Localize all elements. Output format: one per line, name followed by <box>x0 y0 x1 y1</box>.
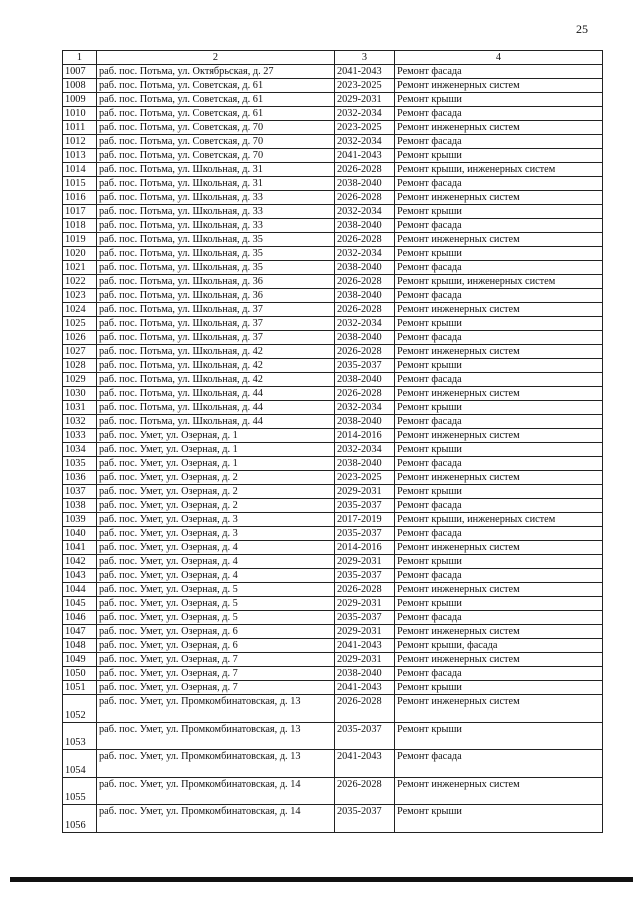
work-type-cell: Ремонт фасада <box>395 527 603 541</box>
table-row <box>63 722 603 750</box>
table-row <box>63 653 603 667</box>
work-type-cell: Ремонт фасада <box>395 219 603 233</box>
table-row <box>63 289 603 303</box>
work-type-cell: Ремонт фасада <box>395 569 603 583</box>
work-type-cell: Ремонт инженерных систем <box>395 429 603 443</box>
period-cell: 2041-2043 <box>335 639 395 653</box>
work-type-cell: Ремонт крыши <box>395 359 603 373</box>
address-cell: раб. пос. Умет, ул. Озерная, д. 7 <box>97 653 335 667</box>
row-number: 1036 <box>63 471 97 485</box>
period-cell: 2032-2034 <box>335 135 395 149</box>
table-row <box>63 681 603 695</box>
row-number: 1040 <box>63 527 97 541</box>
table-row <box>63 597 603 611</box>
work-type-cell: Ремонт крыши, фасада <box>395 639 603 653</box>
period-cell: 2032-2034 <box>335 247 395 261</box>
address-cell: раб. пос. Умет, ул. Озерная, д. 4 <box>97 569 335 583</box>
work-type-cell: Ремонт крыши <box>395 93 603 107</box>
period-cell: 2035-2037 <box>335 722 395 750</box>
table-row <box>63 261 603 275</box>
address-cell: раб. пос. Умет, ул. Озерная, д. 1 <box>97 443 335 457</box>
row-number: 1031 <box>63 401 97 415</box>
row-number: 1056 <box>63 805 97 833</box>
row-number: 1019 <box>63 233 97 247</box>
period-cell: 2035-2037 <box>335 359 395 373</box>
period-cell: 2038-2040 <box>335 177 395 191</box>
work-type-cell: Ремонт фасада <box>395 177 603 191</box>
period-cell: 2026-2028 <box>335 275 395 289</box>
table-row <box>63 555 603 569</box>
table-row <box>63 429 603 443</box>
work-type-cell: Ремонт инженерных систем <box>395 695 603 723</box>
period-cell: 2035-2037 <box>335 499 395 513</box>
work-type-cell: Ремонт крыши <box>395 317 603 331</box>
period-cell: 2032-2034 <box>335 107 395 121</box>
table-row <box>63 485 603 499</box>
row-number: 1015 <box>63 177 97 191</box>
header-cell: 4 <box>395 51 603 65</box>
period-cell: 2038-2040 <box>335 457 395 471</box>
address-cell: раб. пос. Умет, ул. Озерная, д. 1 <box>97 429 335 443</box>
address-cell: раб. пос. Потьма, ул. Советская, д. 70 <box>97 135 335 149</box>
table-row <box>63 177 603 191</box>
row-number: 1050 <box>63 667 97 681</box>
row-number: 1024 <box>63 303 97 317</box>
work-type-cell: Ремонт инженерных систем <box>395 387 603 401</box>
address-cell: раб. пос. Умет, ул. Промкомбинатовская, д. 14 <box>97 777 335 805</box>
address-cell: раб. пос. Потьма, ул. Школьная, д. 35 <box>97 247 335 261</box>
address-cell: раб. пос. Потьма, ул. Советская, д. 61 <box>97 93 335 107</box>
row-number: 1037 <box>63 485 97 499</box>
address-cell: раб. пос. Умет, ул. Озерная, д. 5 <box>97 583 335 597</box>
period-cell: 2032-2034 <box>335 205 395 219</box>
repair-schedule-table <box>62 50 603 833</box>
row-number: 1022 <box>63 275 97 289</box>
row-number: 1032 <box>63 415 97 429</box>
row-number: 1021 <box>63 261 97 275</box>
address-cell: раб. пос. Потьма, ул. Школьная, д. 31 <box>97 177 335 191</box>
period-cell: 2041-2043 <box>335 65 395 79</box>
work-type-cell: Ремонт крыши <box>395 681 603 695</box>
row-number: 1053 <box>63 722 97 750</box>
table-row <box>63 191 603 205</box>
address-cell: раб. пос. Потьма, ул. Школьная, д. 31 <box>97 163 335 177</box>
period-cell: 2026-2028 <box>335 303 395 317</box>
table-row <box>63 611 603 625</box>
period-cell: 2035-2037 <box>335 611 395 625</box>
row-number: 1034 <box>63 443 97 457</box>
table-row <box>63 625 603 639</box>
address-cell: раб. пос. Потьма, ул. Школьная, д. 44 <box>97 387 335 401</box>
period-cell: 2026-2028 <box>335 163 395 177</box>
table-row <box>63 149 603 163</box>
address-cell: раб. пос. Умет, ул. Озерная, д. 2 <box>97 485 335 499</box>
period-cell: 2029-2031 <box>335 653 395 667</box>
work-type-cell: Ремонт фасада <box>395 65 603 79</box>
table-row <box>63 205 603 219</box>
table-row <box>63 93 603 107</box>
work-type-cell: Ремонт инженерных систем <box>395 233 603 247</box>
row-number: 1049 <box>63 653 97 667</box>
period-cell: 2029-2031 <box>335 93 395 107</box>
table-body <box>63 65 603 833</box>
address-cell: раб. пос. Потьма, ул. Школьная, д. 44 <box>97 401 335 415</box>
period-cell: 2026-2028 <box>335 233 395 247</box>
period-cell: 2038-2040 <box>335 261 395 275</box>
row-number: 1029 <box>63 373 97 387</box>
period-cell: 2041-2043 <box>335 750 395 778</box>
header-cell: 3 <box>335 51 395 65</box>
period-cell: 2035-2037 <box>335 569 395 583</box>
address-cell: раб. пос. Умет, ул. Озерная, д. 5 <box>97 597 335 611</box>
table-row <box>63 513 603 527</box>
work-type-cell: Ремонт крыши <box>395 401 603 415</box>
table-row <box>63 805 603 833</box>
table-row <box>63 471 603 485</box>
table-header-row <box>63 51 603 65</box>
row-number: 1018 <box>63 219 97 233</box>
table-row <box>63 667 603 681</box>
row-number: 1023 <box>63 289 97 303</box>
table-row <box>63 695 603 723</box>
address-cell: раб. пос. Умет, ул. Озерная, д. 7 <box>97 681 335 695</box>
address-cell: раб. пос. Потьма, ул. Советская, д. 61 <box>97 107 335 121</box>
address-cell: раб. пос. Потьма, ул. Школьная, д. 42 <box>97 359 335 373</box>
work-type-cell: Ремонт инженерных систем <box>395 191 603 205</box>
period-cell: 2014-2016 <box>335 429 395 443</box>
work-type-cell: Ремонт инженерных систем <box>395 345 603 359</box>
address-cell: раб. пос. Умет, ул. Промкомбинатовская, д. 13 <box>97 750 335 778</box>
work-type-cell: Ремонт фасада <box>395 667 603 681</box>
row-number: 1047 <box>63 625 97 639</box>
period-cell: 2023-2025 <box>335 121 395 135</box>
address-cell: раб. пос. Умет, ул. Озерная, д. 3 <box>97 527 335 541</box>
address-cell: раб. пос. Потьма, ул. Школьная, д. 37 <box>97 303 335 317</box>
row-number: 1041 <box>63 541 97 555</box>
work-type-cell: Ремонт инженерных систем <box>395 303 603 317</box>
work-type-cell: Ремонт инженерных систем <box>395 541 603 555</box>
row-number: 1012 <box>63 135 97 149</box>
period-cell: 2038-2040 <box>335 289 395 303</box>
period-cell: 2026-2028 <box>335 583 395 597</box>
address-cell: раб. пос. Потьма, ул. Школьная, д. 36 <box>97 275 335 289</box>
address-cell: раб. пос. Потьма, ул. Советская, д. 70 <box>97 121 335 135</box>
row-number: 1020 <box>63 247 97 261</box>
address-cell: раб. пос. Потьма, ул. Школьная, д. 35 <box>97 233 335 247</box>
work-type-cell: Ремонт фасада <box>395 107 603 121</box>
table-row <box>63 583 603 597</box>
table-row <box>63 443 603 457</box>
address-cell: раб. пос. Потьма, ул. Советская, д. 70 <box>97 149 335 163</box>
period-cell: 2014-2016 <box>335 541 395 555</box>
period-cell: 2029-2031 <box>335 597 395 611</box>
row-number: 1033 <box>63 429 97 443</box>
period-cell: 2038-2040 <box>335 667 395 681</box>
work-type-cell: Ремонт крыши <box>395 149 603 163</box>
address-cell: раб. пос. Потьма, ул. Октябрьская, д. 27 <box>97 65 335 79</box>
work-type-cell: Ремонт фасада <box>395 457 603 471</box>
table-row <box>63 415 603 429</box>
address-cell: раб. пос. Умет, ул. Озерная, д. 2 <box>97 499 335 513</box>
work-type-cell: Ремонт фасада <box>395 331 603 345</box>
table-row <box>63 275 603 289</box>
table-row <box>63 499 603 513</box>
address-cell: раб. пос. Потьма, ул. Школьная, д. 33 <box>97 205 335 219</box>
row-number: 1030 <box>63 387 97 401</box>
table-row <box>63 457 603 471</box>
table-row <box>63 233 603 247</box>
period-cell: 2029-2031 <box>335 485 395 499</box>
table-row <box>63 65 603 79</box>
period-cell: 2029-2031 <box>335 625 395 639</box>
table-row <box>63 777 603 805</box>
row-number: 1043 <box>63 569 97 583</box>
period-cell: 2017-2019 <box>335 513 395 527</box>
work-type-cell: Ремонт фасада <box>395 373 603 387</box>
row-number: 1039 <box>63 513 97 527</box>
work-type-cell: Ремонт крыши <box>395 597 603 611</box>
table-row <box>63 163 603 177</box>
address-cell: раб. пос. Умет, ул. Промкомбинатовская, д. 13 <box>97 722 335 750</box>
row-number: 1054 <box>63 750 97 778</box>
table-row <box>63 331 603 345</box>
work-type-cell: Ремонт инженерных систем <box>395 471 603 485</box>
row-number: 1007 <box>63 65 97 79</box>
address-cell: раб. пос. Умет, ул. Озерная, д. 6 <box>97 625 335 639</box>
address-cell: раб. пос. Умет, ул. Озерная, д. 4 <box>97 555 335 569</box>
header-cell: 1 <box>63 51 97 65</box>
work-type-cell: Ремонт крыши, инженерных систем <box>395 275 603 289</box>
address-cell: раб. пос. Умет, ул. Озерная, д. 3 <box>97 513 335 527</box>
row-number: 1008 <box>63 79 97 93</box>
work-type-cell: Ремонт инженерных систем <box>395 653 603 667</box>
row-number: 1010 <box>63 107 97 121</box>
table-row <box>63 639 603 653</box>
work-type-cell: Ремонт фасада <box>395 611 603 625</box>
work-type-cell: Ремонт инженерных систем <box>395 777 603 805</box>
page-number: 25 <box>576 22 588 36</box>
row-number: 1009 <box>63 93 97 107</box>
work-type-cell: Ремонт крыши <box>395 805 603 833</box>
work-type-cell: Ремонт крыши <box>395 247 603 261</box>
period-cell: 2038-2040 <box>335 415 395 429</box>
address-cell: раб. пос. Потьма, ул. Советская, д. 61 <box>97 79 335 93</box>
period-cell: 2038-2040 <box>335 331 395 345</box>
row-number: 1035 <box>63 457 97 471</box>
period-cell: 2038-2040 <box>335 219 395 233</box>
address-cell: раб. пос. Потьма, ул. Школьная, д. 42 <box>97 345 335 359</box>
table-row <box>63 569 603 583</box>
work-type-cell: Ремонт инженерных систем <box>395 121 603 135</box>
work-type-cell: Ремонт инженерных систем <box>395 583 603 597</box>
table-row <box>63 107 603 121</box>
row-number: 1046 <box>63 611 97 625</box>
table-row <box>63 303 603 317</box>
row-number: 1044 <box>63 583 97 597</box>
row-number: 1027 <box>63 345 97 359</box>
address-cell: раб. пос. Потьма, ул. Школьная, д. 44 <box>97 415 335 429</box>
period-cell: 2029-2031 <box>335 555 395 569</box>
table-row <box>63 317 603 331</box>
table-row <box>63 359 603 373</box>
period-cell: 2026-2028 <box>335 777 395 805</box>
table-row <box>63 541 603 555</box>
row-number: 1038 <box>63 499 97 513</box>
row-number: 1045 <box>63 597 97 611</box>
address-cell: раб. пос. Умет, ул. Озерная, д. 5 <box>97 611 335 625</box>
row-number: 1048 <box>63 639 97 653</box>
address-cell: раб. пос. Умет, ул. Промкомбинатовская, д. 13 <box>97 695 335 723</box>
table-row <box>63 750 603 778</box>
period-cell: 2032-2034 <box>335 401 395 415</box>
work-type-cell: Ремонт крыши, инженерных систем <box>395 513 603 527</box>
period-cell: 2035-2037 <box>335 805 395 833</box>
period-cell: 2032-2034 <box>335 317 395 331</box>
footer-rule <box>10 877 633 882</box>
address-cell: раб. пос. Потьма, ул. Школьная, д. 37 <box>97 331 335 345</box>
table-row <box>63 135 603 149</box>
row-number: 1013 <box>63 149 97 163</box>
address-cell: раб. пос. Умет, ул. Озерная, д. 6 <box>97 639 335 653</box>
row-number: 1042 <box>63 555 97 569</box>
work-type-cell: Ремонт фасада <box>395 499 603 513</box>
table-row <box>63 345 603 359</box>
period-cell: 2026-2028 <box>335 695 395 723</box>
table-row <box>63 219 603 233</box>
work-type-cell: Ремонт фасада <box>395 415 603 429</box>
work-type-cell: Ремонт инженерных систем <box>395 625 603 639</box>
work-type-cell: Ремонт крыши <box>395 443 603 457</box>
row-number: 1025 <box>63 317 97 331</box>
header-cell: 2 <box>97 51 335 65</box>
work-type-cell: Ремонт фасада <box>395 289 603 303</box>
period-cell: 2026-2028 <box>335 191 395 205</box>
work-type-cell: Ремонт крыши <box>395 485 603 499</box>
period-cell: 2041-2043 <box>335 681 395 695</box>
period-cell: 2032-2034 <box>335 443 395 457</box>
period-cell: 2026-2028 <box>335 345 395 359</box>
table-row <box>63 387 603 401</box>
period-cell: 2026-2028 <box>335 387 395 401</box>
address-cell: раб. пос. Умет, ул. Промкомбинатовская, д. 14 <box>97 805 335 833</box>
row-number: 1028 <box>63 359 97 373</box>
address-cell: раб. пос. Потьма, ул. Школьная, д. 33 <box>97 219 335 233</box>
table-row <box>63 373 603 387</box>
work-type-cell: Ремонт фасада <box>395 750 603 778</box>
address-cell: раб. пос. Потьма, ул. Школьная, д. 35 <box>97 261 335 275</box>
work-type-cell: Ремонт фасада <box>395 261 603 275</box>
period-cell: 2023-2025 <box>335 471 395 485</box>
address-cell: раб. пос. Потьма, ул. Школьная, д. 37 <box>97 317 335 331</box>
address-cell: раб. пос. Умет, ул. Озерная, д. 7 <box>97 667 335 681</box>
row-number: 1014 <box>63 163 97 177</box>
work-type-cell: Ремонт крыши, инженерных систем <box>395 163 603 177</box>
row-number: 1052 <box>63 695 97 723</box>
row-number: 1016 <box>63 191 97 205</box>
address-cell: раб. пос. Умет, ул. Озерная, д. 1 <box>97 457 335 471</box>
table-row <box>63 401 603 415</box>
row-number: 1017 <box>63 205 97 219</box>
work-type-cell: Ремонт инженерных систем <box>395 79 603 93</box>
table-row <box>63 247 603 261</box>
row-number: 1055 <box>63 777 97 805</box>
row-number: 1051 <box>63 681 97 695</box>
period-cell: 2023-2025 <box>335 79 395 93</box>
address-cell: раб. пос. Потьма, ул. Школьная, д. 33 <box>97 191 335 205</box>
period-cell: 2035-2037 <box>335 527 395 541</box>
period-cell: 2038-2040 <box>335 373 395 387</box>
period-cell: 2041-2043 <box>335 149 395 163</box>
work-type-cell: Ремонт фасада <box>395 135 603 149</box>
address-cell: раб. пос. Потьма, ул. Школьная, д. 42 <box>97 373 335 387</box>
address-cell: раб. пос. Умет, ул. Озерная, д. 2 <box>97 471 335 485</box>
table-row <box>63 527 603 541</box>
table-row <box>63 79 603 93</box>
work-type-cell: Ремонт крыши <box>395 205 603 219</box>
table-row <box>63 121 603 135</box>
work-type-cell: Ремонт крыши <box>395 555 603 569</box>
work-type-cell: Ремонт крыши <box>395 722 603 750</box>
address-cell: раб. пос. Умет, ул. Озерная, д. 4 <box>97 541 335 555</box>
row-number: 1026 <box>63 331 97 345</box>
row-number: 1011 <box>63 121 97 135</box>
address-cell: раб. пос. Потьма, ул. Школьная, д. 36 <box>97 289 335 303</box>
